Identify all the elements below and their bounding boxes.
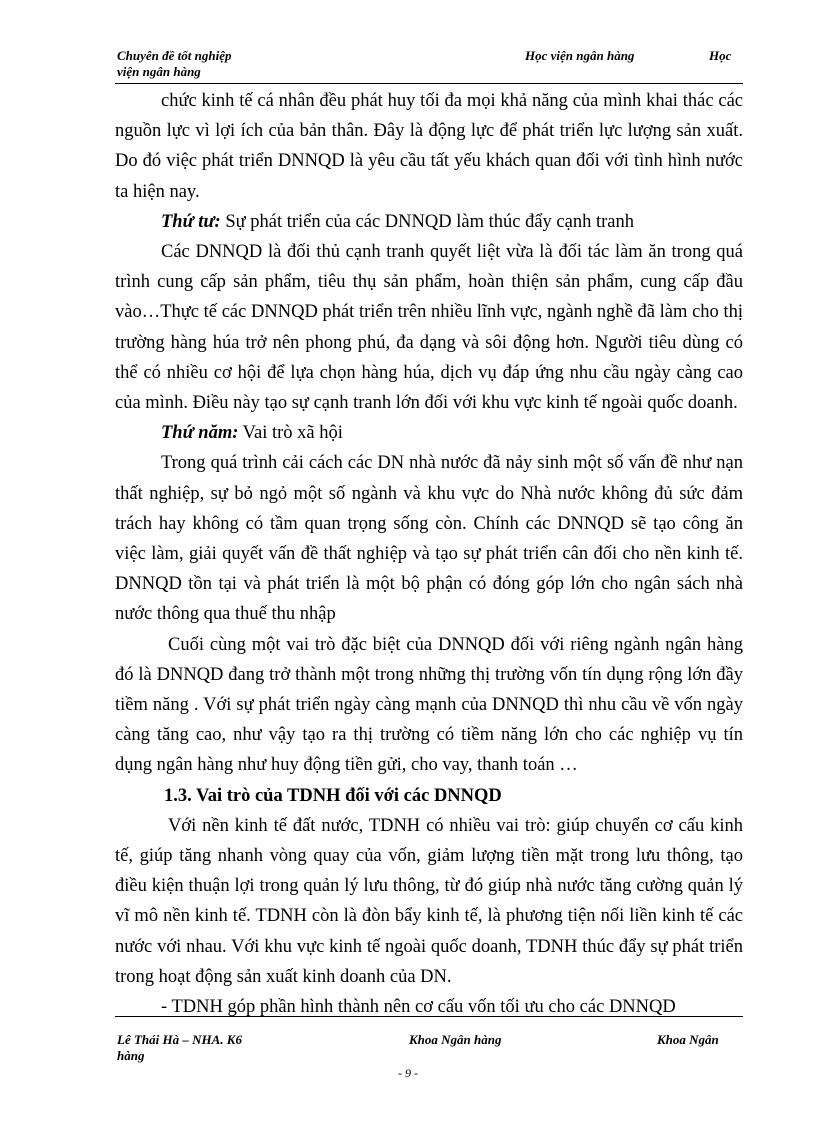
paragraph-3: Các DNNQD là đối thủ cạnh tranh quyết liệt vừa là đối tác làm ăn trong quá trình cung cấp sản phẩm, tiêu thụ sản phẩm, hoàn thiện sản phẩm, cung cấp đầu vào…Thực tế các DNNQD phát triển trên nhiều lĩnh vực, ngành nghề đã làm cho thị trường hàng húa trở nên phong phú, đa dạng và sôi động hơn. Người tiêu dùng có thể có nhiều cơ hội để lựa chọn hàng húa, dịch vụ đáp ứng nhu cầu ngày càng cao của mình. Điều này tạo sự cạnh tranh lớn đối với khu vực kinh tế ngoài quốc doanh. xyxy=(115,242,743,414)
footer-right: Khoa Ngân xyxy=(657,1032,719,1047)
page-footer xyxy=(115,1016,743,1063)
footer-left-line2: hàng xyxy=(117,1048,145,1063)
paragraph-4-lead: Thứ năm: xyxy=(161,423,239,444)
page-number: - 9 - xyxy=(398,1066,418,1080)
paragraph-2 xyxy=(115,207,743,237)
paragraph-2-lead: Thứ tư: xyxy=(161,211,221,232)
header-left-line1: Chuyên đề tốt nghiệp xyxy=(117,48,232,63)
header-left-line2: viện ngân hàng xyxy=(117,64,201,79)
footer-center: Khoa Ngân hàng xyxy=(409,1032,502,1047)
document-body xyxy=(115,86,743,1022)
paragraph-7: Với nền kinh tế đất nước, TDNH có nhiều vai trò: giúp chuyển cơ cấu kinh tế, giúp tăng nhanh vòng quay của vốn, giảm lượng tiền mặt trong lưu thông, tạo điều kiện thuận lợi trong quản lý lưu thông, từ đó giúp nhà nước tăng cường quản lý vĩ mô nền kinh tế. TDNH còn là đòn bẩy kinh tế, là phương tiện nối liền kinh tế các nước với nhau. Với khu vực kinh tế ngoài quốc doanh, TDNH thúc đẩy sự phát triển trong hoạt động sản xuất kinh doanh của DN. xyxy=(115,815,743,987)
paragraph-4 xyxy=(115,418,743,448)
paragraph-8: - TDNH góp phần hình thành nên cơ cấu vốn tối ưu cho các DNNQD xyxy=(161,997,676,1018)
footer-left-line1: Lê Thái Hà – NHA. K6 xyxy=(117,1032,242,1047)
paragraph-1: chức kinh tế cá nhân đều phát huy tối đa mọi khả năng của mình khai thác các nguồn lực vì lợi ích của bản thân. Đây là động lực để phát triển lực lượng sản xuất. Do đó việc phát triển DNNQD là yêu cầu tất yếu khách quan đối với tình hình nước ta hiện nay. xyxy=(115,91,743,202)
section-heading: 1.3. Vai trò của TDNH đối với các DNNQD xyxy=(164,785,502,806)
paragraph-2-text: Sự phát triển của các DNNQD làm thúc đẩy cạnh tranh xyxy=(220,211,634,232)
header-right: Học xyxy=(709,48,732,63)
paragraph-5: Trong quá trình cải cách các DN nhà nước đã nảy sinh một số vấn đề như nạn thất nghiệp, sự bỏ ngỏ một số ngành và khu vực do Nhà nước không đủ sức đảm trách hay không có tầm quan trọng sống còn. Chính các DNNQD sẽ tạo công ăn việc làm, giải quyết vấn đề thất nghiệp và tạo sự phát triển cân đối cho nền kinh tế. DNNQD tồn tại và phát triển là một bộ phận có đóng góp lớn cho ngân sách nhà nước thông qua thuế thu nhập xyxy=(115,453,743,625)
header-center: Học viện ngân hàng xyxy=(525,48,635,63)
paragraph-4-text: Vai trò xã hội xyxy=(238,423,343,444)
page-header xyxy=(115,49,743,84)
paragraph-6: Cuối cùng một vai trò đặc biệt của DNNQD đối với riêng ngành ngân hàng đó là DNNQD đang trở thành một trong những thị trường vốn tín dụng rộng lớn đầy tiềm năng . Với sự phát triển ngày càng mạnh của DNNQD thì nhu cầu về vốn ngày càng tăng cao, như vậy tạo ra thị trường có tiềm năng lớn cho các nghiệp vụ tín dụng ngân hàng như huy động tiền gửi, cho vay, thanh toán … xyxy=(115,634,743,776)
